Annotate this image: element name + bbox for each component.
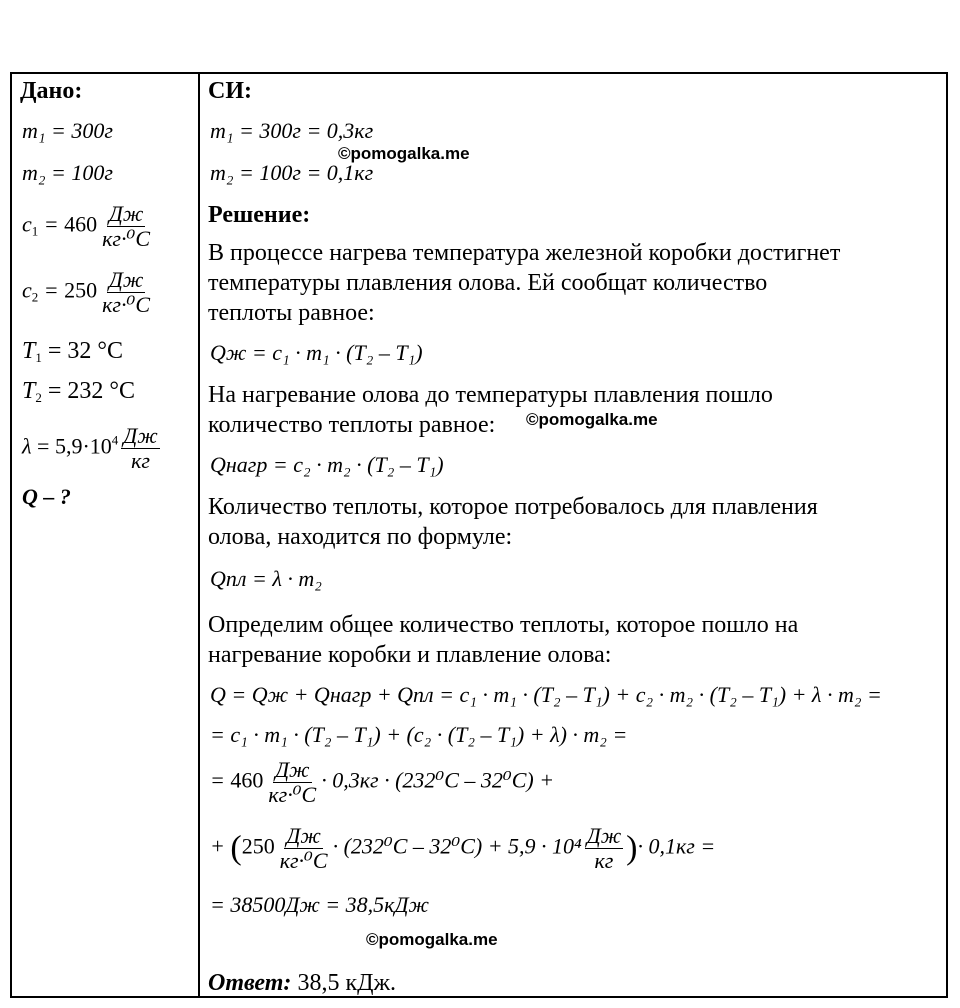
formula-iron-heat: Qж = c₁ · m₁ · (T₂ – T₁) xyxy=(210,340,423,365)
para4-line2: нагревание коробки и плавление олова: xyxy=(208,642,612,668)
watermark: ©pomogalka.me xyxy=(338,144,470,163)
eq3-rest: · 0,3кг · (232⁰C – 32⁰C) + xyxy=(321,767,555,793)
watermark: ©pomogalka.me xyxy=(526,410,658,429)
given-c1: $c_1 = 460$ $\frac{Дж}{\text{кг·⁰C}}$ xyxy=(22,201,150,251)
c1-unit-num: Дж xyxy=(108,201,144,226)
given-m2: m₂ = 100г xyxy=(22,160,113,185)
solution-title: Решение: xyxy=(208,202,311,228)
answer-value: 38,5 кДж. xyxy=(297,970,397,996)
eq4-unit-num: Дж xyxy=(286,823,321,848)
eq4-lambda-unit-num: Дж xyxy=(586,823,622,848)
formula-melting: Qпл = λ · m₂ xyxy=(210,566,322,591)
eq4-unit-den: кг·⁰C xyxy=(279,848,328,873)
para1-line2: температуры плавления олова. Ей сообщат количество xyxy=(208,270,768,296)
eq4-middle: · (232⁰C – 32⁰C) + 5,9 · 10⁴ xyxy=(332,833,582,859)
given-c2: $c_2 = 250$ $\frac{Дж}{\text{кг·⁰C}}$ xyxy=(22,267,150,317)
given-lambda: $\lambda = 5,9\cdot 10^4$ $\frac{Дж}{кг}$ xyxy=(22,423,158,473)
para3-line2: олова, находится по формуле: xyxy=(208,524,513,550)
given-m1: m₁ = 300г xyxy=(22,118,113,143)
given-title: Дано: xyxy=(20,78,83,104)
lambda-value: = 5,9·10 xyxy=(37,433,112,459)
watermark: ©pomogalka.me xyxy=(366,930,498,949)
para1-line3: теплоты равное: xyxy=(208,300,375,326)
close-paren: ) xyxy=(626,829,638,867)
c1-value: 460 xyxy=(64,211,98,237)
eq4-lambda-unit-den: кг xyxy=(594,848,614,873)
equation-result: = 38500Дж = 38,5кДж xyxy=(210,892,429,917)
para2-line1: На нагревание олова до температуры плавления пошло xyxy=(208,382,773,408)
lambda-unit-num: Дж xyxy=(123,423,158,448)
answer xyxy=(208,968,396,998)
eq3-unit-num: Дж xyxy=(275,757,310,782)
para2-line2: количество теплоты равное: xyxy=(208,412,496,438)
open-paren: ( xyxy=(230,829,242,867)
formula-tin-heat: Qнагр = c₂ · m₂ · (T₂ – T₁) xyxy=(210,452,444,477)
given-question: Q – ? xyxy=(22,484,71,509)
c2-value: 250 xyxy=(64,277,98,303)
c1-unit-den: кг·⁰C xyxy=(102,226,150,251)
eq4-c2: 250 xyxy=(241,833,275,859)
si-m1: m₁ = 300г = 0,3кг xyxy=(210,118,374,143)
para1-line1: В процессе нагрева температура железной коробки достигнет xyxy=(208,240,841,266)
equation-line2: = c₁ · m₁ · (T₂ – T₁) + (c₂ · (T₂ – T₁) + λ) · m₂ = xyxy=(210,722,628,747)
equation-line3: = 460 $\frac{Дж}{\text{кг·⁰C}}$ · 0,3кг · (232⁰C – 32⁰C) + xyxy=(210,757,555,807)
equation-line4: + (250 $\frac{Дж}{\text{кг·⁰C}}$ · (232⁰C – 32⁰C) + 5,9 · 10⁴ $\frac{Дж}{кг}$ )· 0,1кг = xyxy=(210,823,716,873)
T2-value: = 232 °C xyxy=(47,378,135,404)
column-divider xyxy=(198,74,200,996)
lambda-exponent: 4 xyxy=(111,432,119,448)
lambda-unit-den: кг xyxy=(131,448,150,473)
answer-label: Ответ: xyxy=(208,970,292,996)
c2-unit-den: кг·⁰C xyxy=(102,292,150,317)
given-T2: $T_2 = 232$ °C xyxy=(22,378,135,405)
eq3-unit-den: кг·⁰C xyxy=(268,782,317,807)
equation-line1: Q = Qж + Qнагр + Qпл = c₁ · m₁ · (T₂ – T₁) + c₂ · m₂ · (T₂ – T₁) + λ · m₂ = xyxy=(210,682,882,707)
eq4-end: · 0,1кг = xyxy=(637,833,716,859)
para4-line1: Определим общее количество теплоты, которое пошло на xyxy=(208,612,799,638)
given-T1: $T_1 = 32$ °C xyxy=(22,338,123,365)
para3-line1: Количество теплоты, которое потребовалось для плавления xyxy=(208,494,818,520)
T1-value: = 32 °C xyxy=(47,338,123,364)
c2-unit-num: Дж xyxy=(108,267,144,292)
si-m2: m₂ = 100г = 0,1кг xyxy=(210,160,374,185)
eq3-c1: 460 xyxy=(230,767,264,793)
si-title: СИ: xyxy=(208,78,252,104)
